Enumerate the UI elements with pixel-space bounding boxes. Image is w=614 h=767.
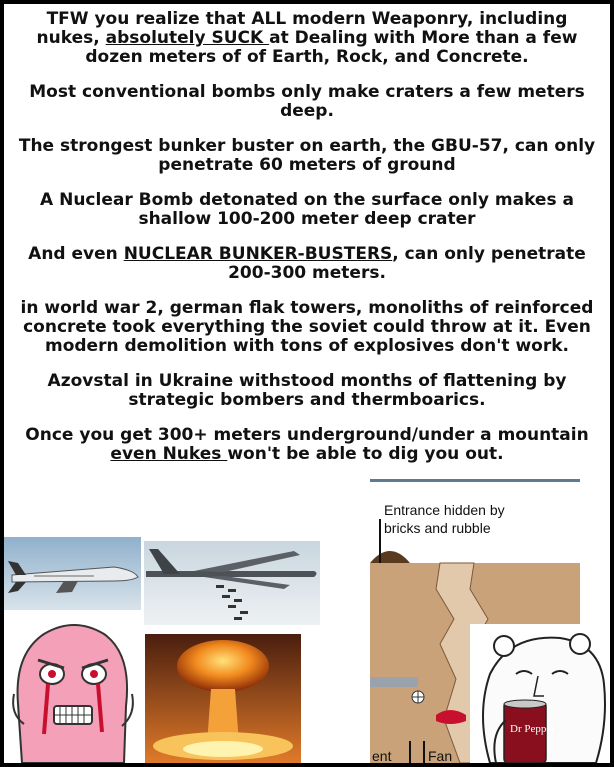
diagram-label-ent: ent (372, 748, 392, 763)
missile-image (4, 537, 141, 610)
text-segment: won't be able to dig you out. (227, 444, 504, 464)
meme-paragraph (4, 191, 610, 229)
meme-paragraph (4, 299, 610, 356)
meme-paragraph (4, 10, 610, 67)
meme-text (4, 10, 610, 480)
text-segment: And even (28, 244, 124, 264)
underlined-text: NUCLEAR BUNKER-BUSTERS (123, 244, 393, 264)
text-segment: TFW you realize that ALL modern Weaponry, including nukes, (36, 9, 568, 48)
meme-frame (4, 4, 610, 763)
text-segment: A Nuclear Bomb detonated on the surface only makes a shallow 100-200 meter deep crater (40, 190, 574, 229)
meme-paragraph (4, 137, 610, 175)
meme-paragraph (4, 83, 610, 121)
text-segment: Azovstal in Ukraine withstood months of flattening by strategic bombers and thermboarics. (47, 371, 567, 410)
diagram-label-fan: Fan (428, 748, 453, 763)
diagram-label-line2: bricks and rubble (384, 520, 491, 536)
text-segment: Once you get 300+ meters underground/under a mountain (25, 425, 589, 445)
bomber-image (144, 541, 320, 625)
text-segment: at Dealing with More than a few dozen meters of of Earth, Rock, and Concrete. (85, 28, 578, 67)
text-segment: , can only penetrate 200-300 meters. (228, 244, 586, 283)
diagram-label-line1: Entrance hidden by (384, 502, 505, 518)
crying-wojak-image (4, 614, 140, 763)
nuclear-explosion-image (145, 634, 301, 763)
text-segment: in world war 2, german flak towers, monoliths of reinforced concrete took everything the soviet could throw at it. Even modern demolition with tons of explosives don't work. (20, 298, 594, 356)
text-segment: The strongest bunker buster on earth, the GBU-57, can only penetrate 60 meters of ground (18, 136, 596, 175)
meme-paragraph (4, 245, 610, 283)
meme-paragraph (4, 372, 610, 410)
underlined-text: absolutely SUCK (105, 28, 270, 48)
text-segment: Most conventional bombs only make craters a few meters deep. (29, 82, 585, 121)
svg-text:Dr Pepper: Dr Pepper (510, 723, 555, 735)
underlined-text: even Nukes (110, 444, 228, 464)
meme-paragraph (4, 426, 610, 464)
soyjak-drinking-image (470, 624, 610, 763)
